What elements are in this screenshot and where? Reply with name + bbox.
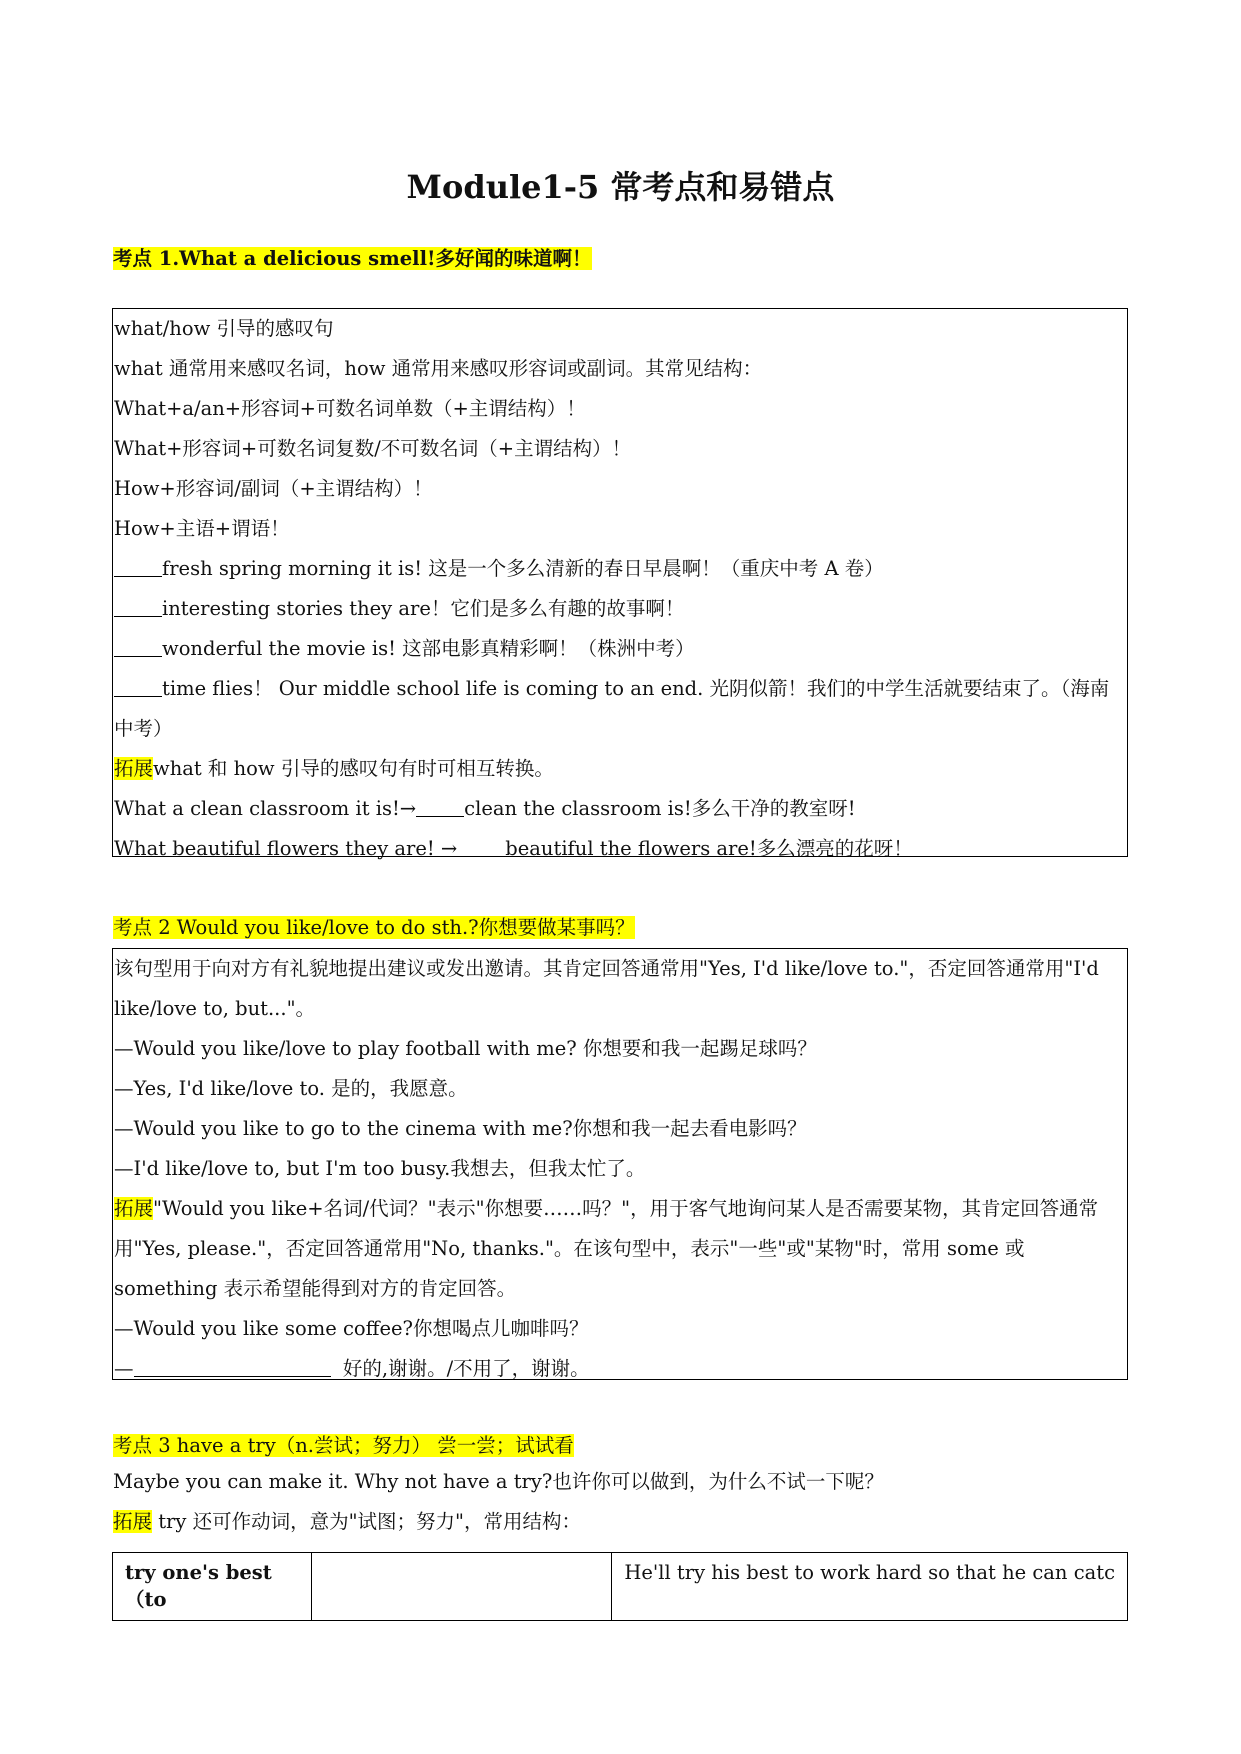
page-title: Module1-5 常考点和易错点 [406,168,835,206]
s1-line-6: How+主语+谓语！ [114,517,290,540]
answer-blank[interactable] [114,594,162,617]
extend-label: 拓展 [114,757,154,780]
section3-heading-text: 考点 3 have a try（n.尝试；努力） 尝一尝；试试看 [113,1434,574,1457]
extend-label: 拓展 [113,1510,153,1533]
section1-heading [113,243,592,271]
section1-box [112,308,1128,860]
answer-blank[interactable] [416,794,464,817]
section2-heading [113,912,635,940]
s1-exercise-5: What a clean classroom it is!→ clean the classroom is!多么干净的教室呀! [113,789,1127,829]
table-cell-example: He'll try his best to work hard so that he can catc [612,1553,1128,1621]
section2-box [112,948,1128,1380]
s1-exercise-3: wonderful the movie is! 这部电影真精彩啊！（株洲中考） [113,629,1127,669]
section1-heading-text: 考点 1.What a delicious smell!多好闻的味道啊！ [113,247,592,270]
table-row [113,1553,1128,1621]
s2-dialog-2: —Yes, I'd like/love to. 是的，我愿意。 [114,1077,468,1100]
s1-line-5: How+形容词/副词（+主谓结构）！ [114,477,433,500]
answer-blank[interactable] [114,674,162,697]
section3-heading [113,1430,574,1458]
s2-dialog-3: —Would you like to go to the cinema with me?你想和我一起去看电影吗？ [114,1117,807,1140]
table-cell-phrase: try one's best （to [113,1553,312,1621]
s1-exercise-4-tail: 中考） [114,717,173,740]
answer-blank[interactable] [457,834,505,857]
try-usage-table [112,1552,1128,1621]
s1-line-3: What+a/an+形容词+可数名词单数（+主谓结构）！ [114,397,586,420]
s1-exercise-4: time flies！ Our middle school life is coming to an end. 光阴似箭！我们的中学生活就要结束了。（海南 [113,669,1127,709]
extend-label: 拓展 [114,1197,154,1220]
s1-line-2: what 通常用来感叹名词，how 通常用来感叹形容词或副词。其常见结构： [114,357,763,380]
answer-blank[interactable] [114,554,162,577]
section2-heading-text: 考点 2 Would you like/love to do sth.?你想要做某事吗？ [113,916,635,939]
s1-exercise-1: fresh spring morning it is! 这是一个多么清新的春日早晨啊！（重庆中考 A 卷） [113,549,1127,589]
s2-extend: 拓展"Would you like+名词/代词？"表示"你想要……吗？"，用于客气地询问某人是否需要某物，其肯定回答通常用"Yes, please."，否定回答通常用"No, thanks."。在该句型中，表示"一些"或"某物"时，常用 some 或 something 表示希望能得到对方的肯定回答。 [114,1197,1099,1300]
s3-example: Maybe you can make it. Why not have a try?也许你可以做到，为什么不试一下呢？ [113,1470,884,1493]
answer-blank[interactable] [114,634,162,657]
s2-intro: 该句型用于向对方有礼貌地提出建议或发出邀请。其肯定回答通常用"Yes, I'd like/love to."，否定回答通常用"I'd like/love to, but..."。 [114,957,1099,1020]
s3-extend: 拓展 try 还可作动词，意为"试图；努力"，常用结构： [113,1510,582,1533]
answer-blank[interactable] [134,1354,331,1377]
s2-dialog-4: —I'd like/love to, but I'm too busy.我想去，但我太忙了。 [114,1157,646,1180]
table-cell-meaning [311,1553,611,1621]
s1-line-1: what/how 引导的感叹句 [114,317,334,340]
s1-extend: 拓展what 和 how 引导的感叹句有时可相互转换。 [114,757,554,780]
s2-question: —Would you like some coffee?你想喝点儿咖啡吗？ [114,1317,589,1340]
s1-exercise-2: interesting stories they are！它们是多么有趣的故事啊！ [113,589,1127,629]
s2-dialog-1: —Would you like/love to play football with me? 你想要和我一起踢足球吗？ [114,1037,817,1060]
s1-line-4: What+形容词+可数名词复数/不可数名词（+主谓结构）！ [114,437,632,460]
s2-answer: — 好的,谢谢。/不用了，谢谢。 [113,1349,1127,1389]
s1-exercise-6: What beautiful flowers they are! → beautiful the flowers are!多么漂亮的花呀！ [113,829,1127,869]
